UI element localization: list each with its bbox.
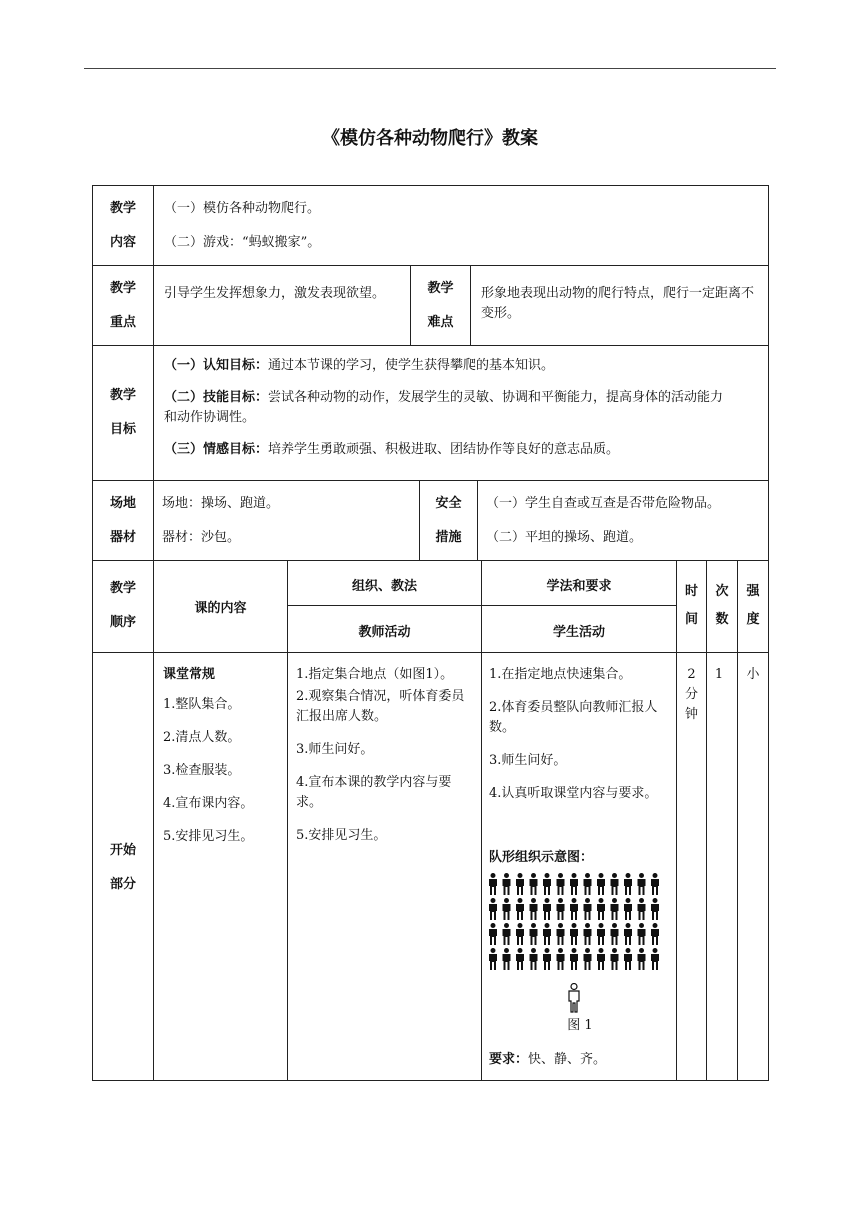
safety-item: （二）平坦的操场、跑道。 [486,530,643,545]
student-figure-icon [503,923,511,945]
student-item: 3.师生问好。 [489,753,567,768]
goal-item: （一）认知目标：通过本节课的学习，使学生获得攀爬的基本知识。 [164,358,555,373]
student-figure-icon [584,873,592,895]
routine-item: 1.整队集合。 [163,697,241,712]
student-figure-icon [597,923,605,945]
student-figure-icon [611,948,619,970]
course-content-header: 课的内容 [194,601,247,616]
routine-item: 3.检查服装。 [163,763,241,778]
student-activities [489,665,671,804]
goals-list [164,356,762,460]
student-figure-icon [516,873,524,895]
student-figure-icon [611,898,619,920]
student-figure-icon [489,873,497,895]
student-figure-icon [516,948,524,970]
student-figure-icon [543,873,551,895]
safety-label: 安全 措施 [435,496,462,545]
student-figure-icon [530,873,538,895]
student-figure-icon [638,948,646,970]
student-figure-icon [651,923,659,945]
venue-item: 场地：操场、跑道。 [162,496,280,511]
student-item: 2.体育委员整队向教师汇报人数。 [489,700,658,735]
student-figure-icon [624,873,632,895]
student-figure-icon [597,948,605,970]
routine-title: 课堂常规 [163,667,216,682]
page-title: 《模仿各种动物爬行》教案 [322,128,538,149]
student-figure-icon [516,923,524,945]
routine-item: 2.清点人数。 [163,730,241,745]
student-figure-icon [530,923,538,945]
teacher-item: 2.观察集合情况，听体育委员汇报出席人数。 [296,689,465,724]
teacher-figure-icon [566,983,582,1017]
teacher-item: 4.宣布本课的教学内容与要求。 [296,775,452,810]
content-item: （一）模仿各种动物爬行。 [164,201,321,216]
student-figure-icon [557,873,565,895]
difficulty-text: 形象地表现出动物的爬行特点，爬行一定距离不变形。 [481,286,755,321]
routine-list [163,665,283,860]
student-figure-icon [638,923,646,945]
org-header: 组织、教法 [351,579,417,594]
header-rule [84,68,776,69]
student-figure-icon [543,948,551,970]
student-figure-icon [611,923,619,945]
student-figure-icon [638,898,646,920]
teacher-item: 1.指定集合地点（如图1）。 [296,667,454,682]
student-figure-icon [503,898,511,920]
student-figure-icon [489,948,497,970]
student-item: 4.认真听取课堂内容与要求。 [489,786,658,801]
student-item: 1.在指定地点快速集合。 [489,667,632,682]
content-items [164,199,320,253]
routine-item: 5.安排见习生。 [163,829,254,844]
student-figure-icon [503,948,511,970]
student-figure-icon [584,898,592,920]
venue-label: 场地 器材 [109,496,136,545]
student-figure-icon [489,898,497,920]
venue-items [162,494,279,548]
time-value: 2 分 钟 [684,667,698,722]
student-figure-icon [570,873,578,895]
student-figure-icon [651,898,659,920]
teacher-activity-header: 教师活动 [358,625,411,640]
student-figure-icon [584,923,592,945]
student-figure-icon [557,898,565,920]
count-header: 次 数 [715,584,729,627]
student-figure-icon [624,898,632,920]
student-figure-icon [570,948,578,970]
student-figure-icon [638,873,646,895]
student-figure-icon [543,898,551,920]
safety-items [486,494,720,548]
order-label: 教学 顺序 [109,581,136,630]
count-value: 1 [714,667,724,682]
student-figure-icon [530,898,538,920]
difficulty-label: 教学 难点 [427,281,454,330]
student-figure-icon [489,923,497,945]
student-figure-icon [503,873,511,895]
student-figure-icon [570,898,578,920]
goals-label: 教学 目标 [109,388,136,437]
student-figure-icon [557,923,565,945]
key-text: 引导学生发挥想象力，激发表现欲望。 [164,286,386,301]
student-figure-icon [597,873,605,895]
student-figure-icon [570,923,578,945]
student-figure-icon [516,898,524,920]
teacher-item: 5.安排见习生。 [296,828,387,843]
key-label: 教学 重点 [109,281,136,330]
student-figure-icon [651,948,659,970]
student-figure-icon [597,898,605,920]
goal-item: （二）技能目标：尝试各种动物的动作，发展学生的灵敏、协调和平衡能力，提高身体的活动能力和动作协调性。 [164,390,724,425]
diagram-title: 队形组织示意图： [489,850,594,865]
student-figure-icon [584,948,592,970]
start-label: 开始 部分 [109,843,136,892]
student-figure-icon [624,948,632,970]
safety-item: （一）学生自查或互查是否带危险物品。 [486,496,721,511]
intensity-header: 强 度 [746,584,760,627]
venue-item: 器材：沙包。 [162,530,241,545]
student-figure-icon [530,948,538,970]
student-figure-icon [624,923,632,945]
student-figure-icon [651,873,659,895]
student-figure-icon [611,873,619,895]
time-header: 时 间 [684,584,698,627]
requirement: 要求：快、静、齐。 [489,1052,607,1067]
intensity-value: 小 [746,667,760,682]
teacher-activities [296,665,476,846]
routine-item: 4.宣布课内容。 [163,796,254,811]
student-activity-header: 学生活动 [552,625,605,640]
goal-item: （三）情感目标：培养学生勇敢顽强、积极进取、团结协作等良好的意志品质。 [164,442,620,457]
figure-caption: 图 1 [567,1018,593,1033]
content-item: （二）游戏：“蚂蚁搬家”。 [164,235,321,250]
student-figure-icon [543,923,551,945]
method-header: 学法和要求 [546,579,612,594]
teacher-item: 3.师生问好。 [296,742,374,757]
student-figure-icon [557,948,565,970]
content-label: 教学 内容 [109,201,136,250]
